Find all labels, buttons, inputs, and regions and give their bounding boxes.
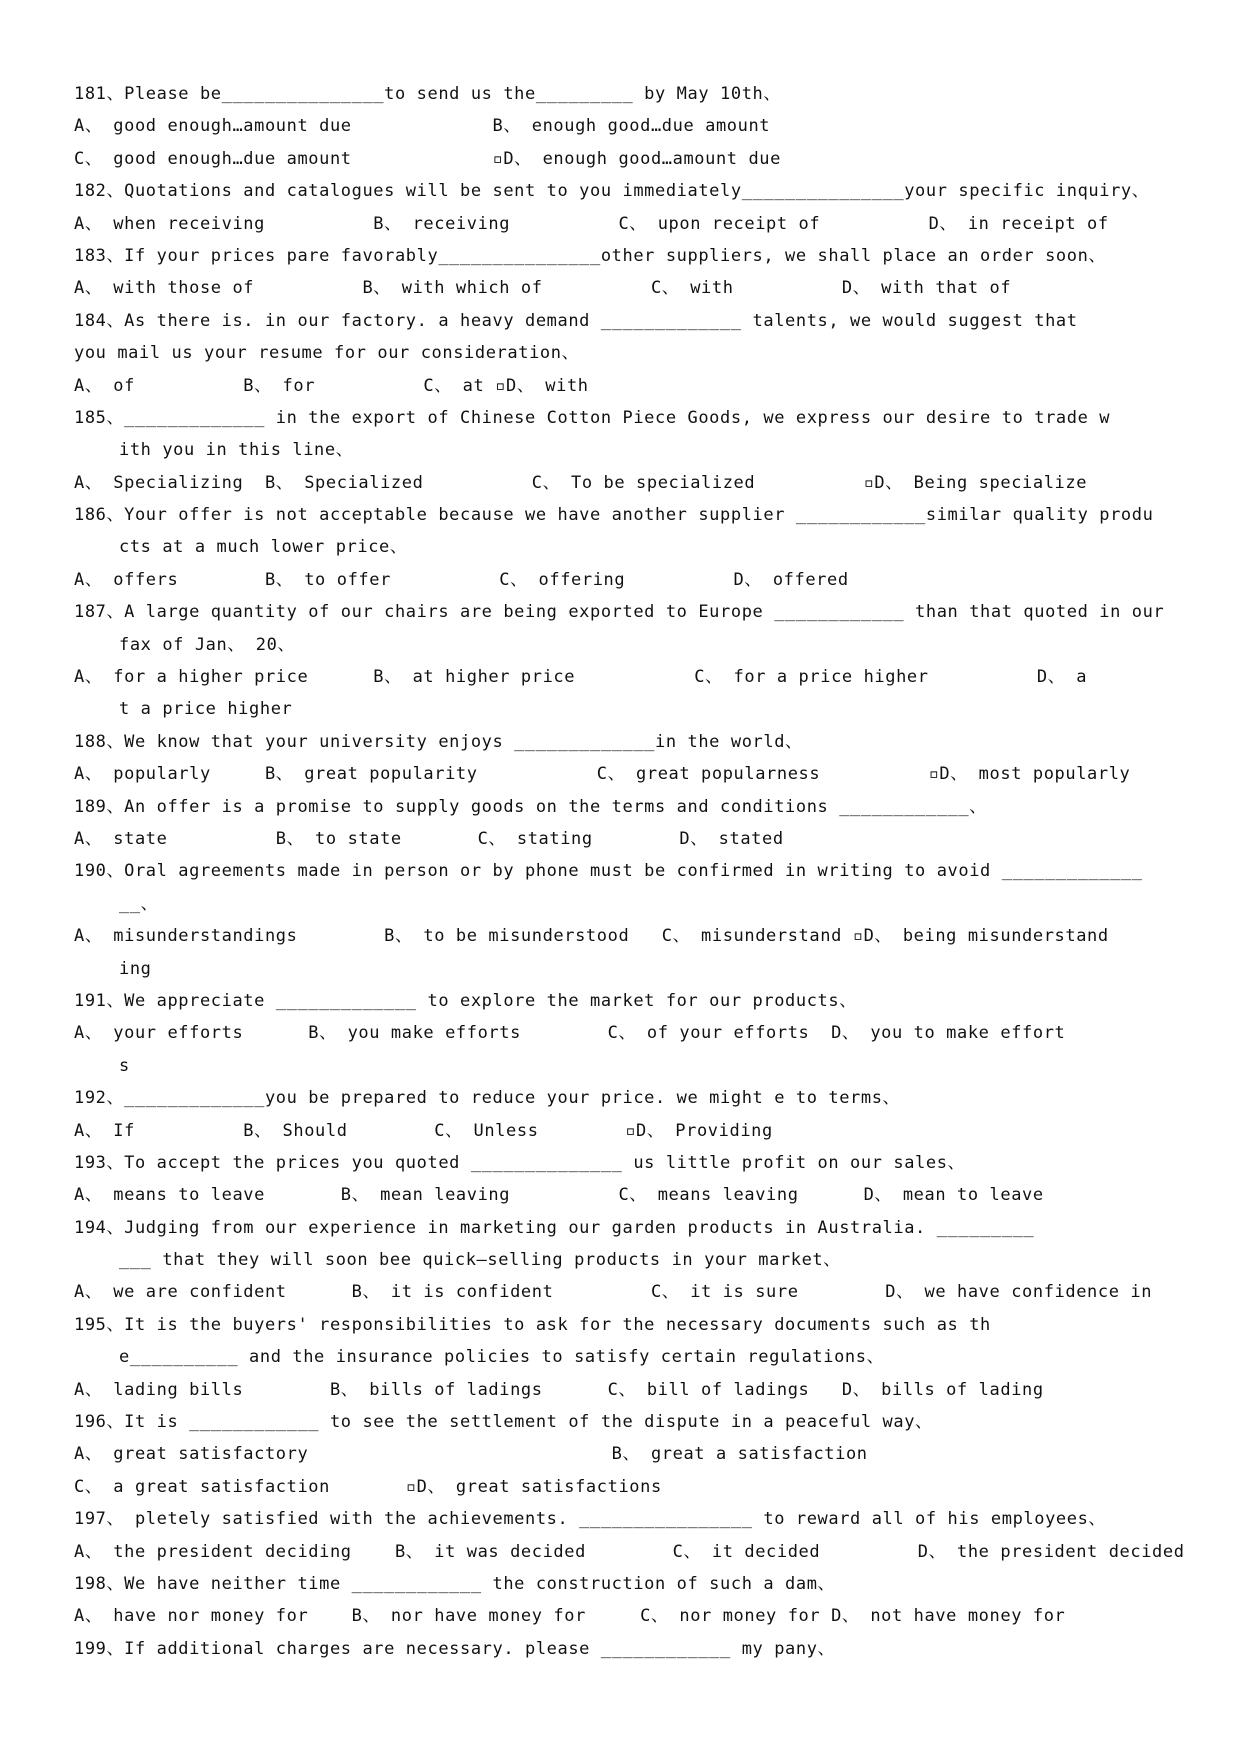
text-line: A、 we are confident B、 it is confident C、 it is sure D、 we have confidence in: [74, 1282, 1153, 1303]
text-line: 194、Judging from our experience in marketing our garden products in Australia. _________: [74, 1217, 1035, 1238]
text-line: C、 a great satisfaction ▫D、 great satisfactions: [74, 1476, 662, 1497]
text-line: A、 great satisfactory B、 great a satisfaction: [74, 1444, 868, 1465]
text-line: 199、If additional charges are necessary. please ____________ my pany、: [74, 1638, 836, 1659]
text-line: A、 Specializing B、 Specialized C、 To be specialized ▫D、 Being specialize: [74, 472, 1088, 493]
text-line: you mail us your resume for our consideration、: [74, 343, 580, 364]
text-line: 181、Please be_______________to send us the_________ by May 10th、: [74, 84, 781, 104]
text-line: A、 of B、 for C、 at ▫D、 with: [74, 375, 589, 396]
text-line: A、 your efforts B、 you make efforts C、 of your efforts D、 you to make effort: [74, 1023, 1066, 1044]
text-line: A、 good enough…amount due B、 enough good…due amount: [74, 116, 771, 137]
text-line: 187、A large quantity of our chairs are being exported to Europe ____________ than that quoted in our: [74, 602, 1165, 623]
text-line: A、 popularly B、 great popularity C、 great popularness ▫D、 most popularly: [74, 764, 1131, 785]
text-line: A、 offers B、 to offer C、 offering D、 offered: [74, 569, 849, 590]
text-line: A、 the president deciding B、 it was decided C、 it decided D、 the president decided: [74, 1541, 1185, 1562]
text-line: 184、As there is. in our factory. a heavy demand _____________ talents, we would suggest that: [74, 310, 1078, 331]
text-line: A、 state B、 to state C、 stating D、 stated: [74, 828, 784, 849]
question-document: [74, 78, 1204, 1665]
text-line: 197、 pletely satisfied with the achievements. ________________ to reward all of his employees、: [74, 1509, 1107, 1530]
text-line: t a price higher: [119, 699, 293, 720]
text-line: A、 for a higher price B、 at higher price C、 for a price higher D、 a: [74, 667, 1088, 688]
text-line: ing: [119, 958, 152, 979]
text-line: 198、We have neither time ____________ the construction of such a dam、: [74, 1573, 836, 1594]
text-line: 191、We appreciate _____________ to explore the market for our products、: [74, 990, 857, 1011]
text-line: A、 when receiving B、 receiving C、 upon receipt of D、 in receipt of: [74, 213, 1109, 234]
text-line: s: [119, 1055, 130, 1076]
text-line: __、: [119, 893, 159, 914]
text-line: A、 means to leave B、 mean leaving C、 means leaving D、 mean to leave: [74, 1185, 1044, 1206]
text-line: ___ that they will soon bee quick—selling products in your market、: [119, 1250, 841, 1271]
text-line: 196、It is ____________ to see the settlement of the dispute in a peaceful way、: [74, 1412, 933, 1433]
text-line: A、 with those of B、 with which of C、 with D、 with that of: [74, 278, 1012, 299]
text-line: A、 misunderstandings B、 to be misunderstood C、 misunderstand ▫D、 being misunderstand: [74, 926, 1109, 947]
text-line: 188、We know that your university enjoys _____________in the world、: [74, 731, 803, 752]
text-line: 195、It is the buyers' responsibilities to ask for the necessary documents such as th: [74, 1314, 991, 1335]
text-line: 192、_____________you be prepared to reduce your price. we might e to terms、: [74, 1088, 901, 1109]
text-line: e__________ and the insurance policies to satisfy certain regulations、: [119, 1347, 885, 1368]
text-line: 189、An offer is a promise to supply goods on the terms and conditions ____________、: [74, 796, 987, 817]
text-line: fax of Jan、 20、: [119, 634, 296, 655]
text-line: A、 If B、 Should C、 Unless ▫D、 Providing: [74, 1120, 773, 1141]
text-line: 186、Your offer is not acceptable because we have another supplier ____________similar quality produ: [74, 505, 1154, 526]
text-line: A、 have nor money for B、 nor have money for C、 nor money for D、 not have money for: [74, 1606, 1066, 1627]
text-line: A、 lading bills B、 bills of ladings C、 bill of ladings D、 bills of lading: [74, 1379, 1044, 1400]
text-line: 182、Quotations and catalogues will be sent to you immediately_______________your specific inquiry、: [74, 181, 1150, 202]
text-line: 185、_____________ in the export of Chinese Cotton Piece Goods, we express our desire to trade w: [74, 407, 1111, 428]
text-line: 193、To accept the prices you quoted ______________ us little profit on our sales、: [74, 1152, 966, 1173]
text-line: 190、Oral agreements made in person or by phone must be confirmed in writing to avoid _____________: [74, 861, 1143, 882]
text-line: cts at a much lower price、: [119, 537, 408, 558]
text-line: C、 good enough…due amount ▫D、 enough good…amount due: [74, 148, 781, 169]
text-line: ith you in this line、: [119, 440, 354, 461]
text-line: 183、If your prices pare favorably_______________other suppliers, we shall place an order soon、: [74, 245, 1107, 266]
